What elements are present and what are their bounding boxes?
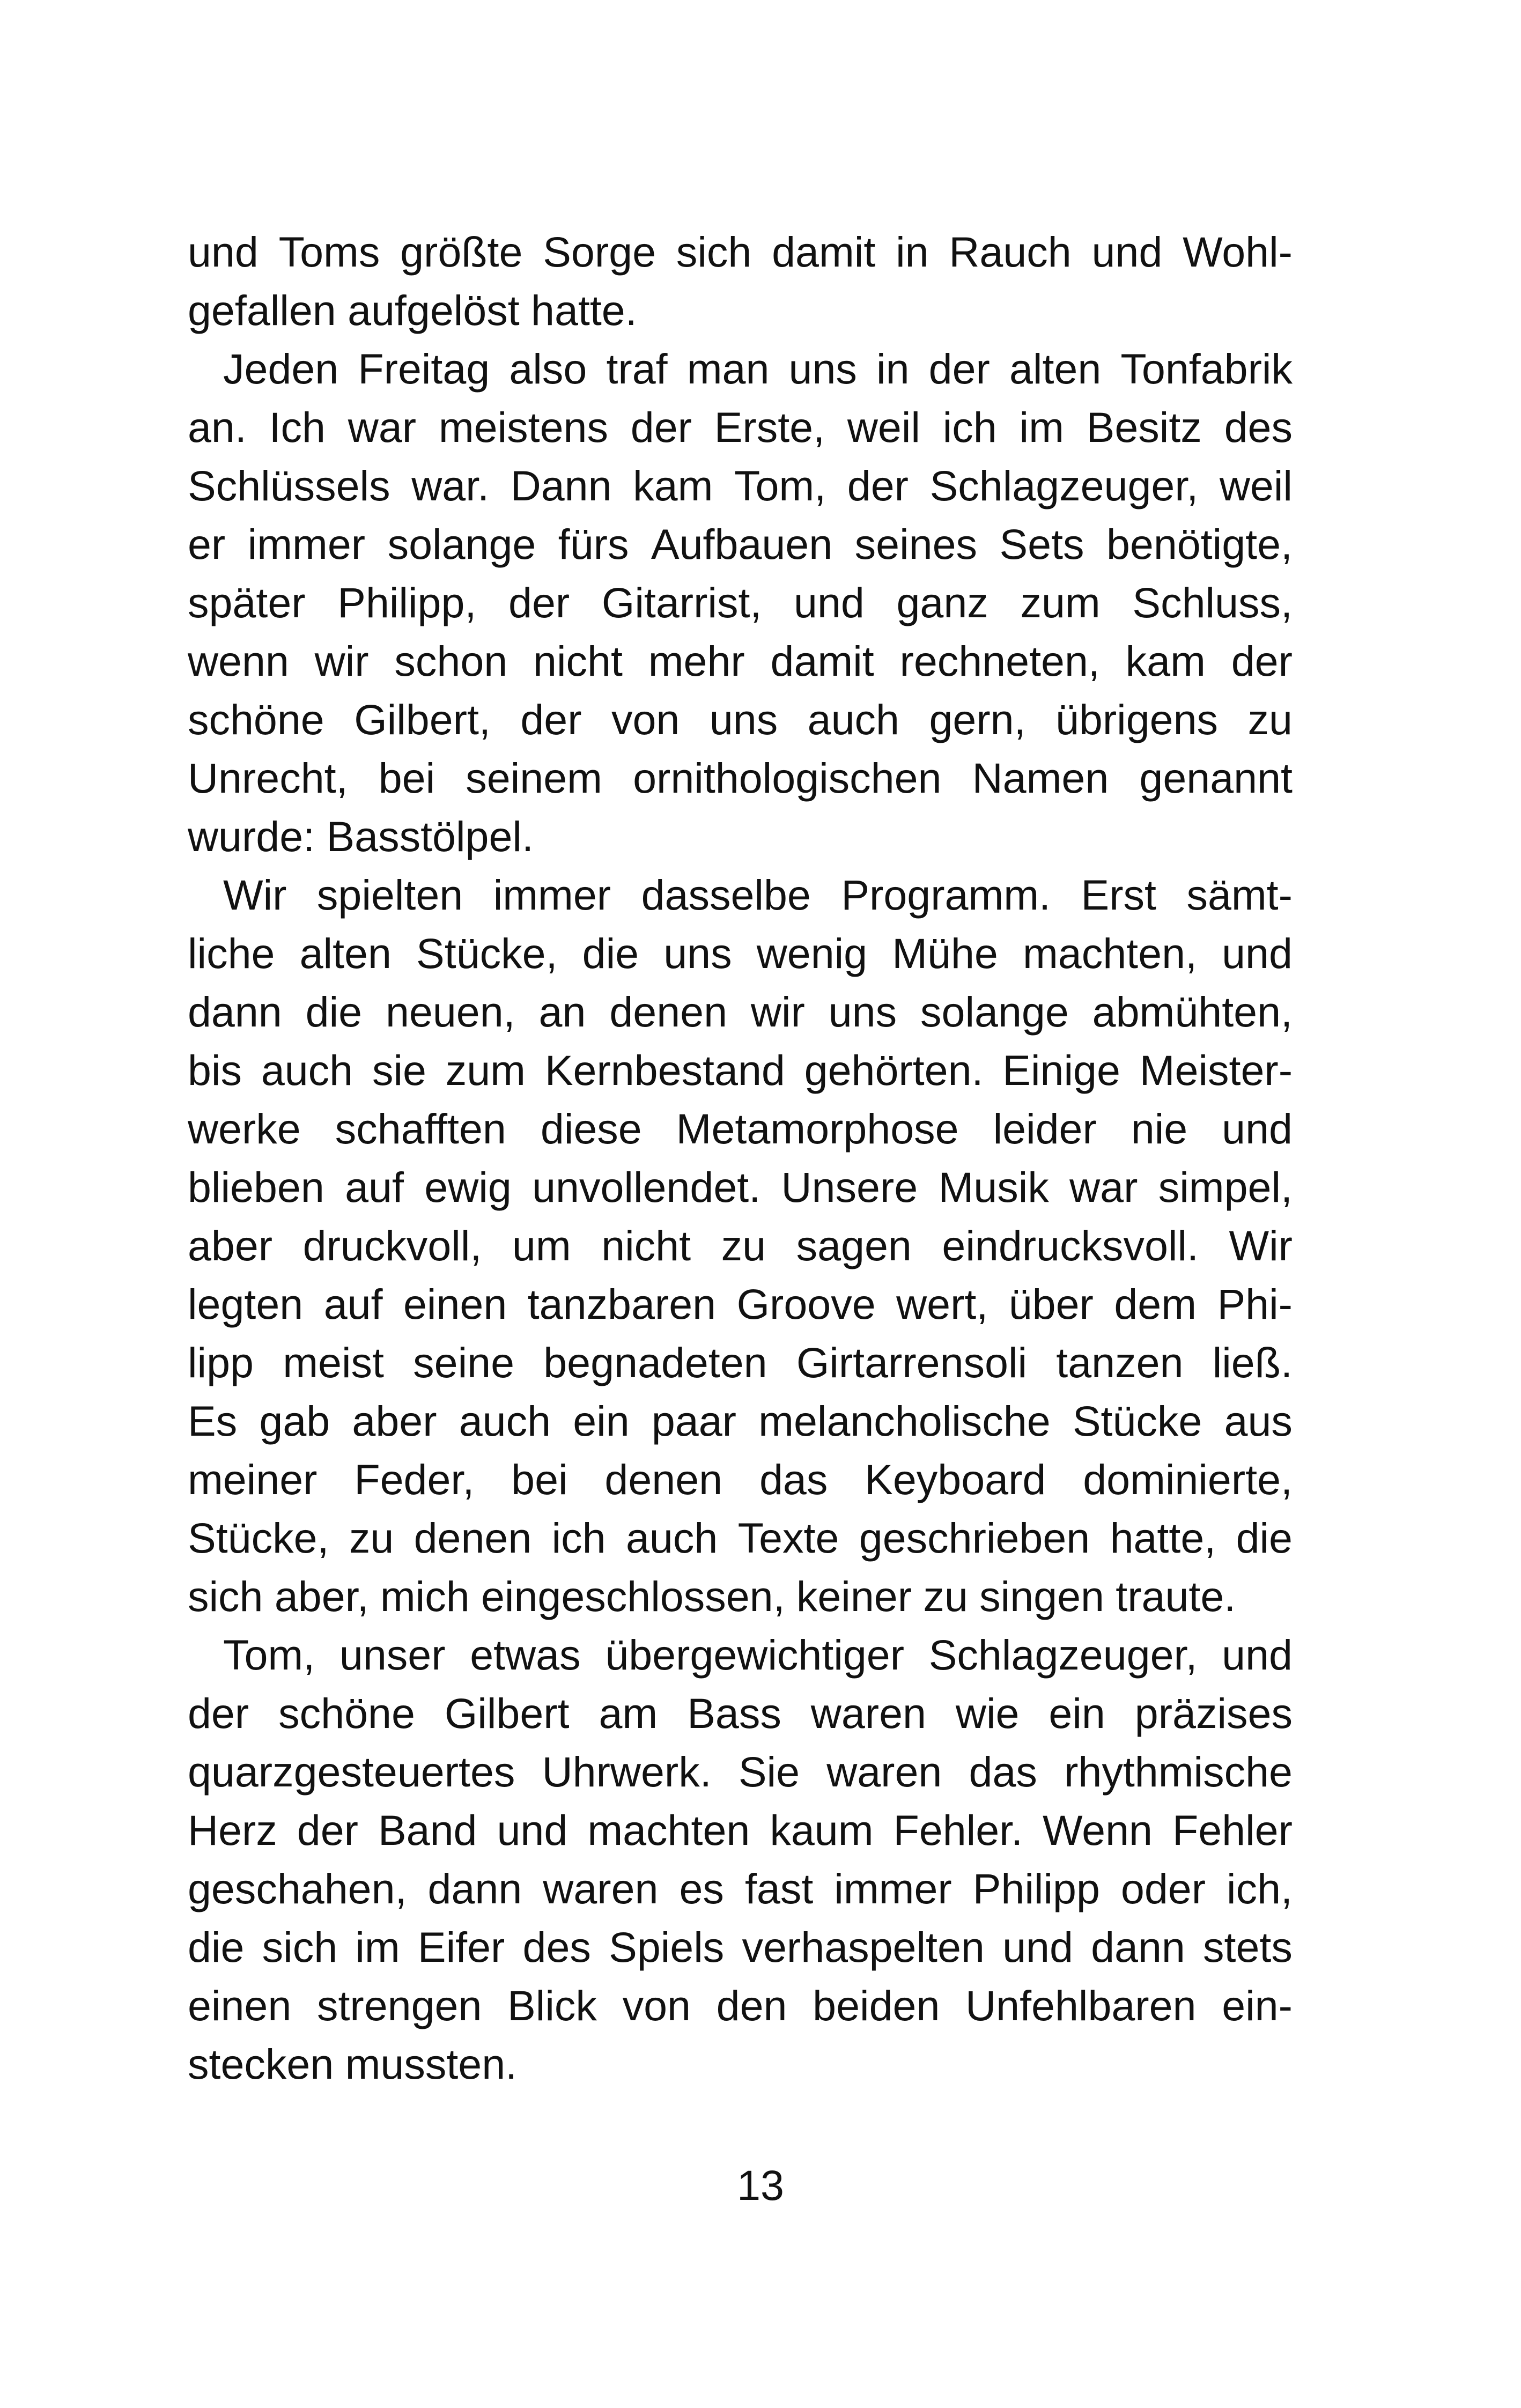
word: auch [261, 1046, 353, 1094]
text-line [188, 690, 1293, 749]
word: geschrieben [859, 1514, 1090, 1562]
word: und [1091, 228, 1163, 276]
word: kam [1125, 637, 1206, 685]
word: quarzgesteuertes [188, 1748, 515, 1796]
word: dann [188, 988, 282, 1036]
word: Schlagzeuger, [928, 1631, 1198, 1679]
word: sich [676, 228, 752, 276]
word: Wir [1229, 1222, 1293, 1269]
text-line [188, 749, 1293, 807]
word: Schlagzeuger, [929, 462, 1199, 509]
text-line [188, 632, 1293, 690]
text-line [188, 924, 1293, 983]
text-line [188, 573, 1293, 632]
word: aber [188, 1222, 273, 1269]
word: Wohl- [1183, 228, 1293, 276]
text-line [188, 983, 1293, 1041]
word: immer [834, 1865, 952, 1912]
word: die [188, 1923, 245, 1971]
word: mich [380, 1572, 470, 1620]
word: war [1069, 1163, 1138, 1211]
word: waren [810, 1689, 926, 1737]
word: gehörten. [804, 1046, 984, 1094]
text-line [188, 281, 1293, 339]
word: Stücke [1072, 1397, 1202, 1445]
word: den [716, 1982, 787, 2029]
word: immer [247, 520, 366, 568]
word: solange [387, 520, 536, 568]
text-line [188, 1509, 1293, 1567]
word: einen [188, 1982, 292, 2029]
word: Stücke, [416, 929, 558, 977]
word: aus [1224, 1397, 1293, 1445]
word: Texte [737, 1514, 839, 1562]
word: also [509, 345, 587, 393]
word: war [348, 403, 417, 451]
word: Metamorphose [676, 1105, 959, 1153]
word: immer [493, 871, 611, 919]
word: Herz [188, 1806, 277, 1854]
word: Rauch [949, 228, 1072, 276]
word: Keyboard [865, 1456, 1046, 1503]
word: beiden [813, 1982, 940, 2029]
word: damit [770, 637, 874, 685]
word: meiner [188, 1456, 318, 1503]
word: blieben [188, 1163, 324, 1211]
word: denen [414, 1514, 532, 1562]
word: singen [979, 1572, 1104, 1620]
word: keiner [796, 1572, 912, 1620]
text-line [188, 1918, 1293, 1976]
word: der [520, 696, 582, 743]
word: Tonfabrik [1120, 345, 1293, 393]
word: Toms [278, 228, 380, 276]
word: schöne [188, 696, 324, 743]
word: Tom, [223, 1631, 315, 1679]
word: strengen [316, 1982, 482, 2029]
word: das [969, 1748, 1037, 1796]
word: der [928, 345, 990, 393]
word: auch [459, 1397, 551, 1445]
word: um [512, 1222, 571, 1269]
word: übergewichtiger [605, 1631, 905, 1679]
word: Philipp, [337, 579, 477, 626]
word: an. [188, 403, 247, 451]
word: im [1019, 403, 1064, 451]
word: meistens [438, 403, 608, 451]
word: Uhrwerk. [542, 1748, 712, 1796]
word: der [847, 462, 909, 509]
text-line [188, 807, 1293, 866]
word: Gilbert, [354, 696, 491, 743]
word: dominierte, [1083, 1456, 1293, 1503]
text-line [188, 1976, 1293, 2035]
word: zum [1020, 579, 1101, 626]
word: fast [744, 1865, 814, 1912]
word: schöne [278, 1689, 415, 1737]
word: zu [1247, 696, 1293, 743]
word: traute. [1116, 1572, 1236, 1620]
word: lipp [188, 1339, 254, 1386]
word: machten [587, 1806, 750, 1854]
word: der [297, 1806, 358, 1854]
word: tanzen [1056, 1339, 1184, 1386]
word: aufgelöst [348, 286, 520, 334]
word: Sie [738, 1748, 800, 1796]
word: später [188, 579, 306, 626]
word: Kernbestand [544, 1046, 785, 1094]
word: hatte, [1110, 1514, 1216, 1562]
word: dann [427, 1865, 522, 1912]
word: meist [283, 1339, 384, 1386]
word: auch [625, 1514, 718, 1562]
word: die [1236, 1514, 1293, 1562]
text-line [188, 1626, 1293, 1684]
word: ewig [424, 1163, 512, 1211]
word: Eifer [417, 1923, 505, 1971]
word: bis [188, 1046, 242, 1094]
word: der [508, 579, 570, 626]
word: und [1222, 1631, 1293, 1679]
word: Tom, [734, 462, 826, 509]
word: seinem [466, 754, 602, 802]
word: mehr [648, 637, 745, 685]
text-line [188, 1216, 1293, 1275]
word: der [1231, 637, 1293, 685]
text-line [188, 398, 1293, 456]
word: weil [1219, 462, 1293, 509]
word: diese [540, 1105, 642, 1153]
word: am [599, 1689, 658, 1737]
text-line [188, 1275, 1293, 1333]
word: wenig [756, 929, 868, 977]
word: es [679, 1865, 724, 1912]
word: tanzbaren [527, 1280, 717, 1328]
word: ein- [1222, 1982, 1293, 2029]
word: rhythmische [1064, 1748, 1293, 1796]
word: ornithologischen [633, 754, 942, 802]
word: paar [651, 1397, 736, 1445]
word: solange [920, 988, 1069, 1036]
word: Wenn [1043, 1806, 1153, 1854]
word: von [611, 696, 680, 743]
word: denen [604, 1456, 723, 1503]
word: Meister- [1139, 1046, 1293, 1094]
body-text [188, 223, 1293, 2093]
word: an [538, 988, 586, 1036]
word: Musik [938, 1163, 1049, 1211]
word: er [188, 520, 226, 568]
word: und [188, 228, 259, 276]
word: aber [352, 1397, 437, 1445]
text-line [188, 1567, 1293, 1626]
word: Unrecht, [188, 754, 348, 802]
word: alten [1009, 345, 1102, 393]
text-line [188, 1333, 1293, 1392]
word: ganz [896, 579, 988, 626]
word: wir [314, 637, 369, 685]
word: kaum [770, 1806, 874, 1854]
word: gern, [929, 696, 1026, 743]
word: etwas [470, 1631, 581, 1679]
word: man [686, 345, 770, 393]
word: fürs [558, 520, 629, 568]
word: weil [847, 403, 920, 451]
word: Namen [972, 754, 1109, 802]
word: Girtarrensoli [796, 1339, 1028, 1386]
word: das [759, 1456, 828, 1503]
word: eindrucksvoll. [942, 1222, 1199, 1269]
word: Unsere [781, 1163, 918, 1211]
word: Wir [223, 871, 287, 919]
text-line [188, 456, 1293, 515]
word: sie [372, 1046, 426, 1094]
text-line [188, 1742, 1293, 1801]
word: Gitarrist, [601, 579, 762, 626]
word: Feder, [354, 1456, 475, 1503]
word: ein [1049, 1689, 1105, 1737]
word: kam [633, 462, 713, 509]
word: werke [188, 1105, 301, 1153]
word: spielten [316, 871, 463, 919]
word: dann [1091, 1923, 1185, 1971]
word: ein [573, 1397, 630, 1445]
word: einen [403, 1280, 507, 1328]
word: Freitag [358, 345, 490, 393]
word: sagen [796, 1222, 912, 1269]
word: bei [511, 1456, 568, 1503]
word: ließ. [1212, 1339, 1293, 1386]
word: zu [923, 1572, 968, 1620]
word: und [1222, 1105, 1293, 1153]
word: Bass [687, 1689, 781, 1737]
word: zu [721, 1222, 766, 1269]
word: wir [750, 988, 805, 1036]
word: seines [854, 520, 977, 568]
word: denen [609, 988, 728, 1036]
text-line [188, 1041, 1293, 1099]
word: rechneten, [899, 637, 1100, 685]
word: Aufbauen [651, 520, 833, 568]
word: stets [1203, 1923, 1293, 1971]
word: wie [955, 1689, 1020, 1737]
word: war. [411, 462, 490, 509]
word: aber, [274, 1572, 369, 1620]
word: Gilbert [444, 1689, 570, 1737]
word: oder [1120, 1865, 1206, 1912]
word: sich [188, 1572, 263, 1620]
word: Stücke, [188, 1514, 329, 1562]
word: die [305, 988, 363, 1036]
word: unser [339, 1631, 446, 1679]
word: damit [772, 228, 876, 276]
text-line [188, 1801, 1293, 1859]
word: im [355, 1923, 400, 1971]
word: präzises [1134, 1689, 1293, 1737]
word: simpel, [1158, 1163, 1293, 1211]
word: leider [993, 1105, 1097, 1153]
word: Jeden [223, 345, 339, 393]
word: Unfehlbaren [965, 1982, 1197, 2029]
word: die [582, 929, 639, 977]
word: auch [807, 696, 899, 743]
word: Erst [1081, 871, 1156, 919]
word: geschahen, [188, 1865, 407, 1912]
word: sich [262, 1923, 338, 1971]
word: Programm. [841, 871, 1051, 919]
word: traf [606, 345, 668, 393]
text-line [188, 866, 1293, 924]
word: eingeschlossen, [481, 1572, 785, 1620]
text-line [188, 1684, 1293, 1742]
word: alten [299, 929, 392, 977]
text-line [188, 1392, 1293, 1450]
word: Mühe [892, 929, 998, 977]
word: nicht [601, 1222, 691, 1269]
word: wenn [188, 637, 289, 685]
word: Fehler [1172, 1806, 1293, 1854]
word: Es [188, 1397, 238, 1445]
word: benötigte, [1106, 520, 1293, 568]
word: in [876, 345, 910, 393]
word: verhaspelten [742, 1923, 985, 1971]
word: ich [551, 1514, 606, 1562]
word: und [1002, 1923, 1073, 1971]
word: seine [413, 1339, 515, 1386]
word: sämt- [1186, 871, 1293, 919]
word: Einige [1002, 1046, 1120, 1094]
word: zu [349, 1514, 394, 1562]
word: Groove [736, 1280, 876, 1328]
word: begnadeten [543, 1339, 767, 1386]
word: von [622, 1982, 691, 2029]
text-line [188, 1158, 1293, 1216]
word: abmühten, [1092, 988, 1293, 1036]
word: auf [345, 1163, 404, 1211]
word: uns [663, 929, 732, 977]
word: über [1008, 1280, 1094, 1328]
text-line [188, 2035, 1293, 2093]
word: legten [188, 1280, 304, 1328]
word: uns [828, 988, 897, 1036]
word: und [497, 1806, 568, 1854]
word: Philipp [972, 1865, 1100, 1912]
word: Dann [510, 462, 612, 509]
word: Band [378, 1806, 477, 1854]
word: Schluss, [1132, 579, 1293, 626]
word: melancholische [758, 1397, 1051, 1445]
word: bei [378, 754, 435, 802]
word: Sorge [543, 228, 656, 276]
word: größte [400, 228, 523, 276]
word: druckvoll, [302, 1222, 482, 1269]
word: Blick [507, 1982, 597, 2029]
text-line [188, 339, 1293, 398]
word: Basstölpel. [326, 812, 534, 860]
word: der [630, 403, 692, 451]
word: wert, [896, 1280, 988, 1328]
word: der [188, 1689, 249, 1737]
word: stecken [188, 2040, 334, 2088]
word: des [1224, 403, 1293, 451]
word: auf [323, 1280, 383, 1328]
word: zum [445, 1046, 526, 1094]
word: nie [1131, 1105, 1188, 1153]
word: Besitz [1086, 403, 1202, 451]
word: gab [259, 1397, 330, 1445]
word: Ich [269, 403, 326, 451]
page-number: 13 [737, 2161, 784, 2209]
word: Schlüssels [188, 462, 390, 509]
word: schon [394, 637, 508, 685]
text-line [188, 1450, 1293, 1509]
word: des [522, 1923, 591, 1971]
word: uns [788, 345, 857, 393]
word: unvollendet. [532, 1163, 761, 1211]
word: genannt [1139, 754, 1293, 802]
word: waren [826, 1748, 942, 1796]
word: neuen, [386, 988, 515, 1036]
word: hatte. [531, 286, 637, 334]
word: gefallen [188, 286, 336, 334]
word: Erste, [714, 403, 825, 451]
word: wurde: [188, 812, 315, 860]
word: ich [942, 403, 997, 451]
word: machten, [1023, 929, 1197, 977]
text-line [188, 1859, 1293, 1918]
word: Fehler. [893, 1806, 1023, 1854]
word: mussten. [345, 2040, 518, 2088]
text-line [188, 223, 1293, 281]
word: Sets [999, 520, 1084, 568]
word: ich, [1227, 1865, 1293, 1912]
word: uns [709, 696, 778, 743]
word: Spiels [609, 1923, 725, 1971]
word: Phi- [1217, 1280, 1293, 1328]
word: übrigens [1055, 696, 1219, 743]
text-line [188, 515, 1293, 573]
word: waren [543, 1865, 659, 1912]
word: schafften [335, 1105, 506, 1153]
text-line [188, 1099, 1293, 1158]
word: und [1222, 929, 1293, 977]
word: liche [188, 929, 275, 977]
word: dem [1114, 1280, 1197, 1328]
word: in [896, 228, 929, 276]
word: dasselbe [641, 871, 811, 919]
word: nicht [533, 637, 623, 685]
word: und [794, 579, 865, 626]
